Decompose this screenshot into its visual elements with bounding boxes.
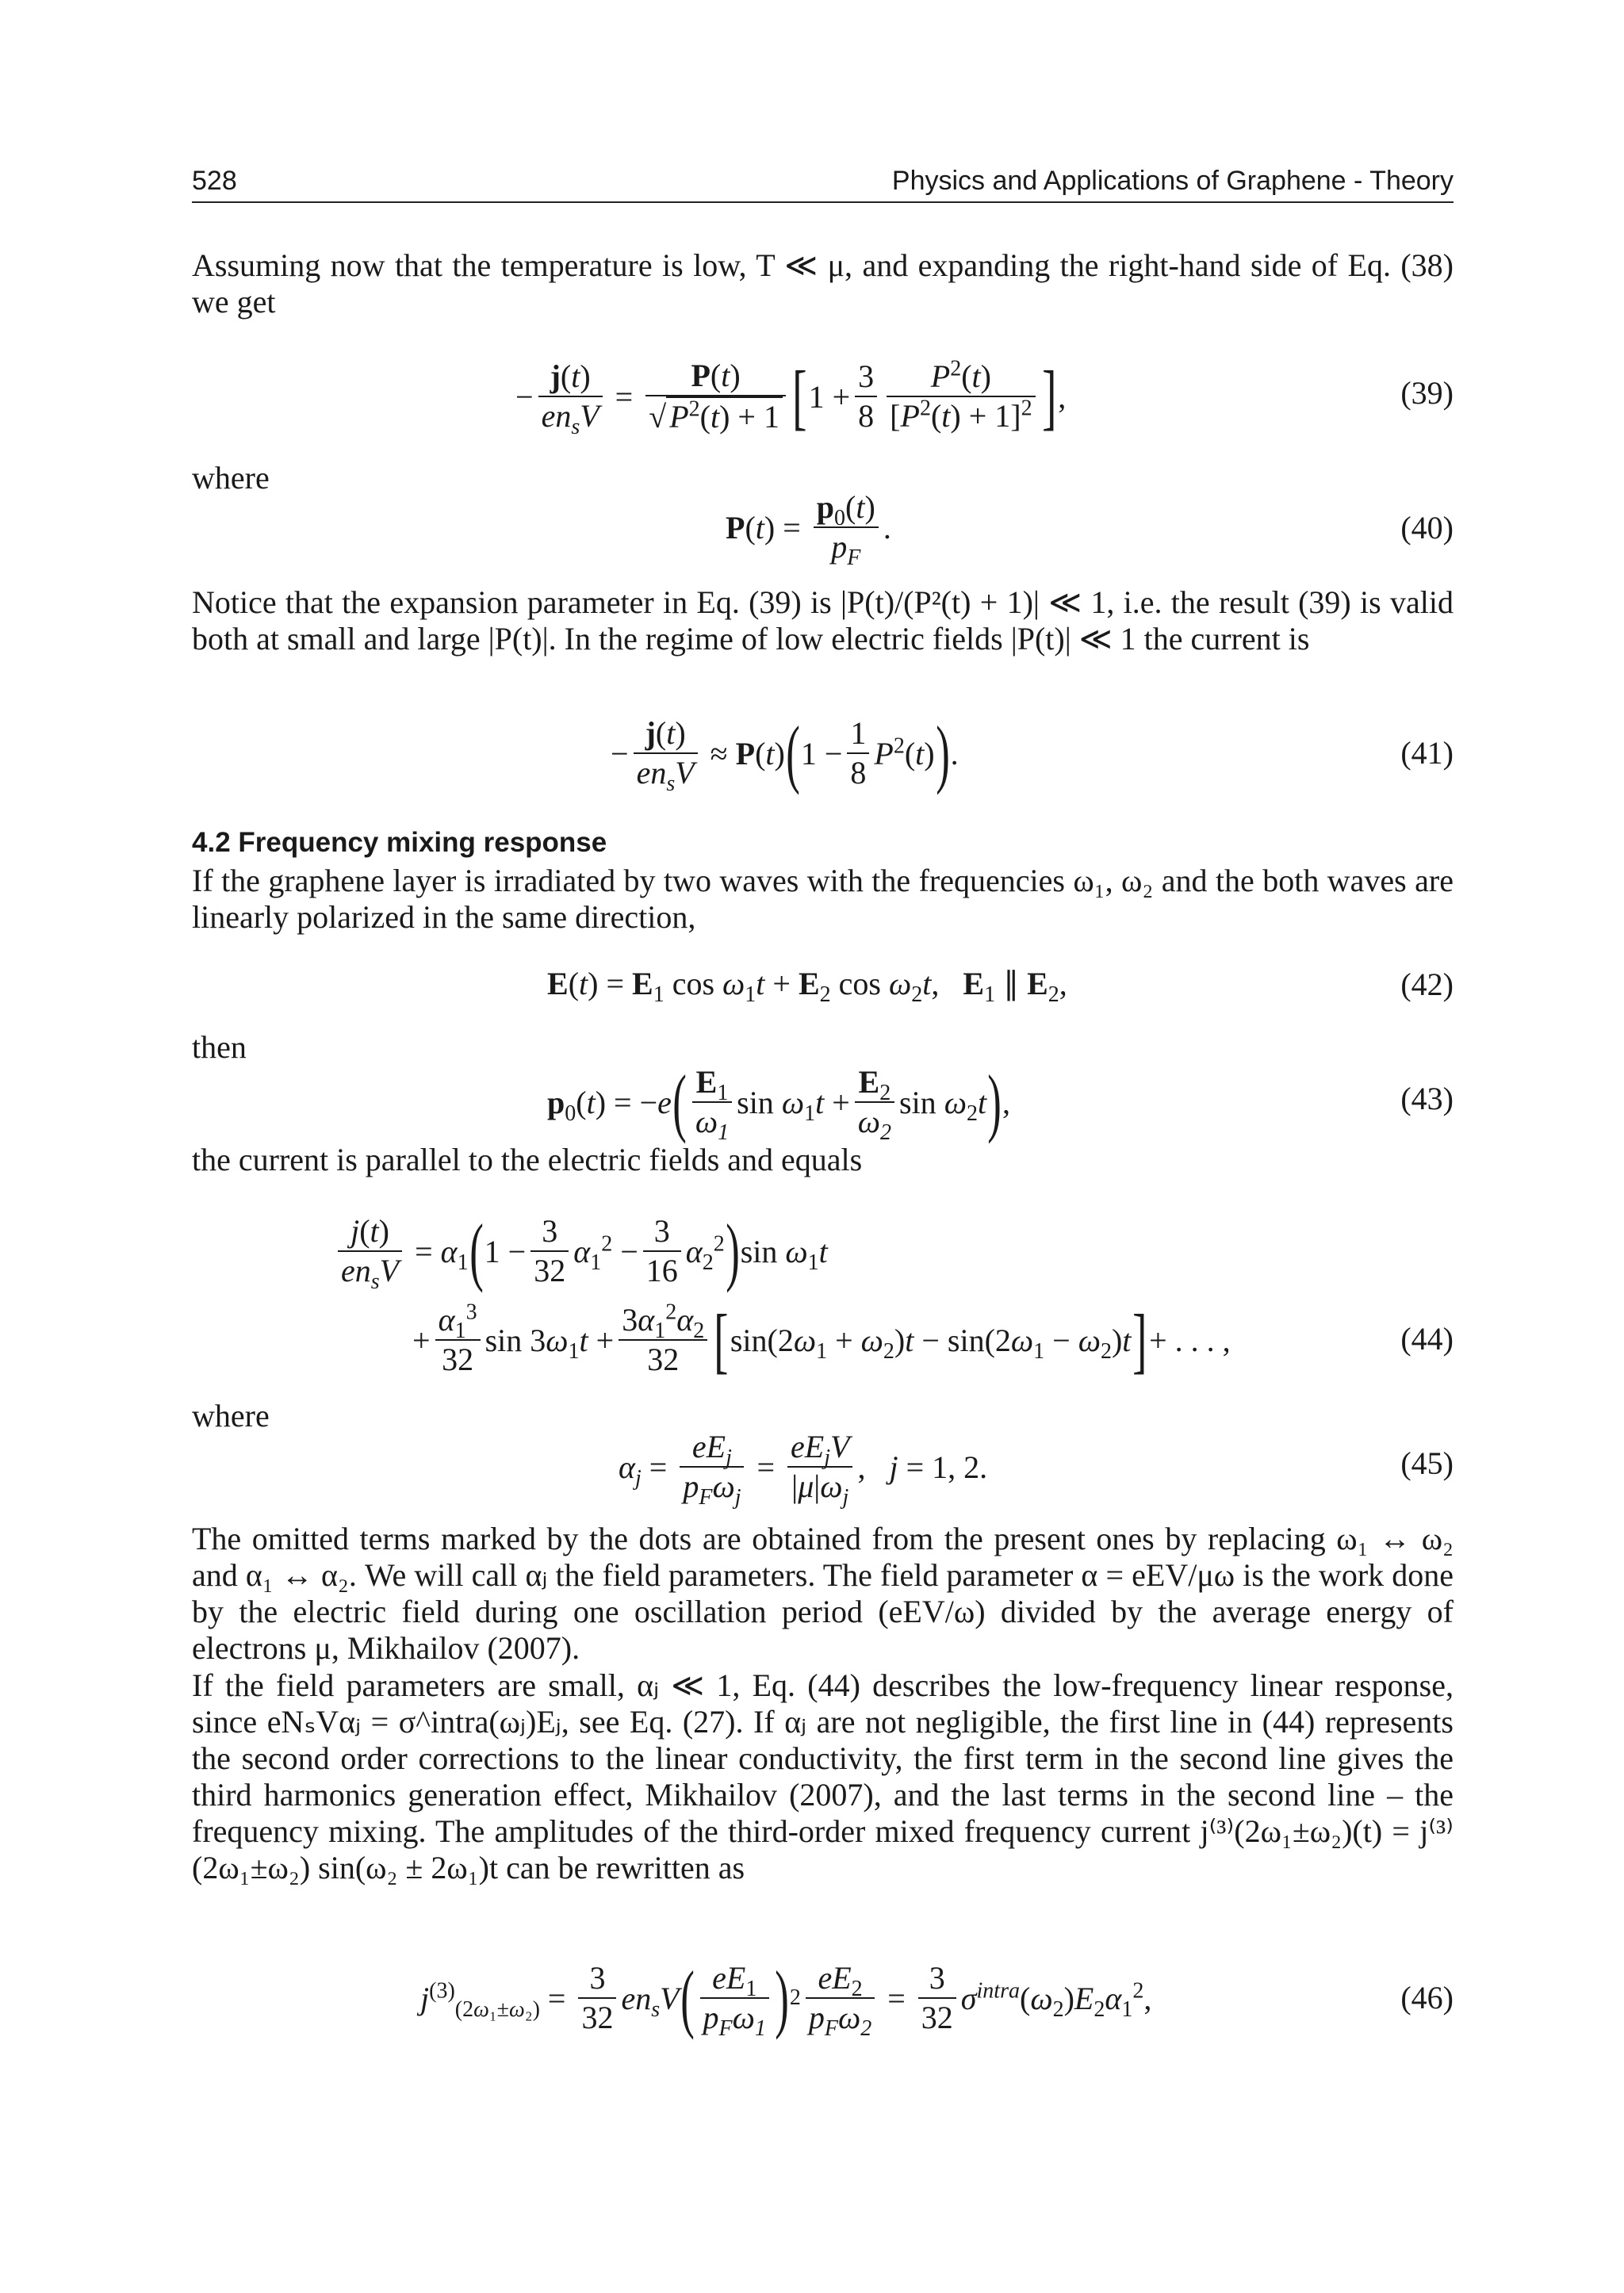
equation-44-line-2: + $\frac{\alpha_1^3}{32}$ $\sin 3\omega_1t$ + $\frac{3\alpha_1^2\alpha_2}{32}$ [ $\sin(2\omega_1 + \omega_2)t - \sin(2\omega_1 - \omega_2)t$ ] + . . . , (412, 1300, 1231, 1380)
equation-number-42: (42) (1400, 967, 1454, 1002)
paragraph-5: The omitted terms marked by the dots are obtained from the present ones by replacing ω₁ ↔ ω₂ and α₁ ↔ α₂. We will call αⱼ the field parameters. The field parameter α = eEV/μω is the work done by the electric field during one oscillation period (eEV/ω) divided by the average energy of electrons μ, Mikhailov (2007). (192, 1521, 1454, 1666)
section-heading: 4.2 Frequency mixing response (192, 827, 607, 858)
equation-number-41: (41) (1400, 735, 1454, 771)
paragraph-1: Assuming now that the temperature is low, T ≪ μ, and expanding the right-hand side of Eq. (38) we get (192, 247, 1454, 320)
paragraph-2: Notice that the expansion parameter in Eq. (39) is |P(t)/(P²(t) + 1)| ≪ 1, i.e. the result (39) is valid both at small and large |P(t)|. In the regime of low electric fields |P(t)| ≪ 1 the current is (192, 584, 1454, 657)
equation-number-43: (43) (1400, 1081, 1454, 1116)
then-label: then (192, 1029, 247, 1065)
header-rule (192, 201, 1454, 203)
running-title: Physics and Applications of Graphene - Theory (891, 166, 1454, 196)
equation-44-line-1: $\frac{j(t)}{en_sV}$ = $\alpha_1$ ( 1 − $\frac{3}{32}$ $\alpha_1^2$ − $\frac{3}{16}$ $\alpha_2^2$ ) $\sin \omega_1t$ (333, 1204, 828, 1299)
equation-number-40: (40) (1400, 510, 1454, 545)
equation-46: $j^{(3)}_{(2\omega_1\pm\omega_2)}$ = $\frac{3}{32}$ $en_sV$ ( $\frac{eE_1}{p_F\omega_1}$ ) 2 $\frac{eE_2}{p_F\omega_2}$ = $\frac{3}{32}$ $\sigma^{intra}(\omega_2)E_2\alpha_1^2$, (420, 1955, 1152, 2041)
where-label-1: where (192, 460, 270, 496)
equation-number-39: (39) (1400, 375, 1454, 411)
equation-40: P(t) = $\frac{p_0(t)}{p_F}$ . (726, 489, 891, 570)
page-number: 528 (192, 166, 237, 196)
equation-number-44: (44) (1400, 1321, 1454, 1357)
paragraph-3: If the graphene layer is irradiated by two waves with the frequencies ω₁, ω₂ and the both waves are linearly polarized in the same direction, (192, 863, 1454, 935)
paragraph-4: the current is parallel to the electric fields and equals (192, 1142, 863, 1177)
equation-number-45: (45) (1400, 1445, 1454, 1481)
equation-number-46: (46) (1400, 1980, 1454, 2015)
equation-39: − $\frac{j(t)}{en_sV}$ = $\frac{P(t)}{√ P^2(t) + 1}$ [ 1 + $\frac{3}{8}$ $\frac{P^2(t)}{[P^2(t) + 1]^2}$ ] , (515, 356, 1067, 439)
equation-42: $E(t) = E_1$ $\cos \omega_1t + E_2$ $\cos \omega_2t$, $E_1$ ∥ $E_2$, (547, 965, 1067, 1007)
equation-41: − $\frac{j(t)}{en_sV}$ ≈ P(t) ( 1 − $\frac{1}{8}$ $P^2(t)$ ) . (611, 710, 959, 796)
equation-45: $\alpha_j$ = $\frac{eE_j}{p_F\omega_j}$ = $\frac{eE_jV}{|\mu|\omega_j}$ , j = 1, 2. (619, 1429, 988, 1510)
paragraph-6: If the field parameters are small, αⱼ ≪ 1, Eq. (44) describes the low-frequency linear response, since eNₛVαⱼ = σ^intra(ωⱼ)Eⱼ, see Eq. (27). If αⱼ are not negligible, the first line in (44) represents the second order corrections to the linear conductivity, the first term in the second line gives the third harmonics generation effect, Mikhailov (2007), and the last terms in the second line – the frequency mixing. The amplitudes of the third-order mixed frequency current j⁽³⁾(2ω₁±ω₂)(t) = j⁽³⁾(2ω₁±ω₂) sin(ω₂ ± 2ω₁)t can be rewritten as (192, 1667, 1454, 1885)
equation-43: $p_0(t) = -e$ ( $\frac{E_1}{\omega_1}$ $\sin \omega_1t$ + $\frac{E_2}{\omega_2}$ $\sin \omega_2t$ ) , (547, 1059, 1011, 1145)
where-label-2: where (192, 1398, 270, 1434)
